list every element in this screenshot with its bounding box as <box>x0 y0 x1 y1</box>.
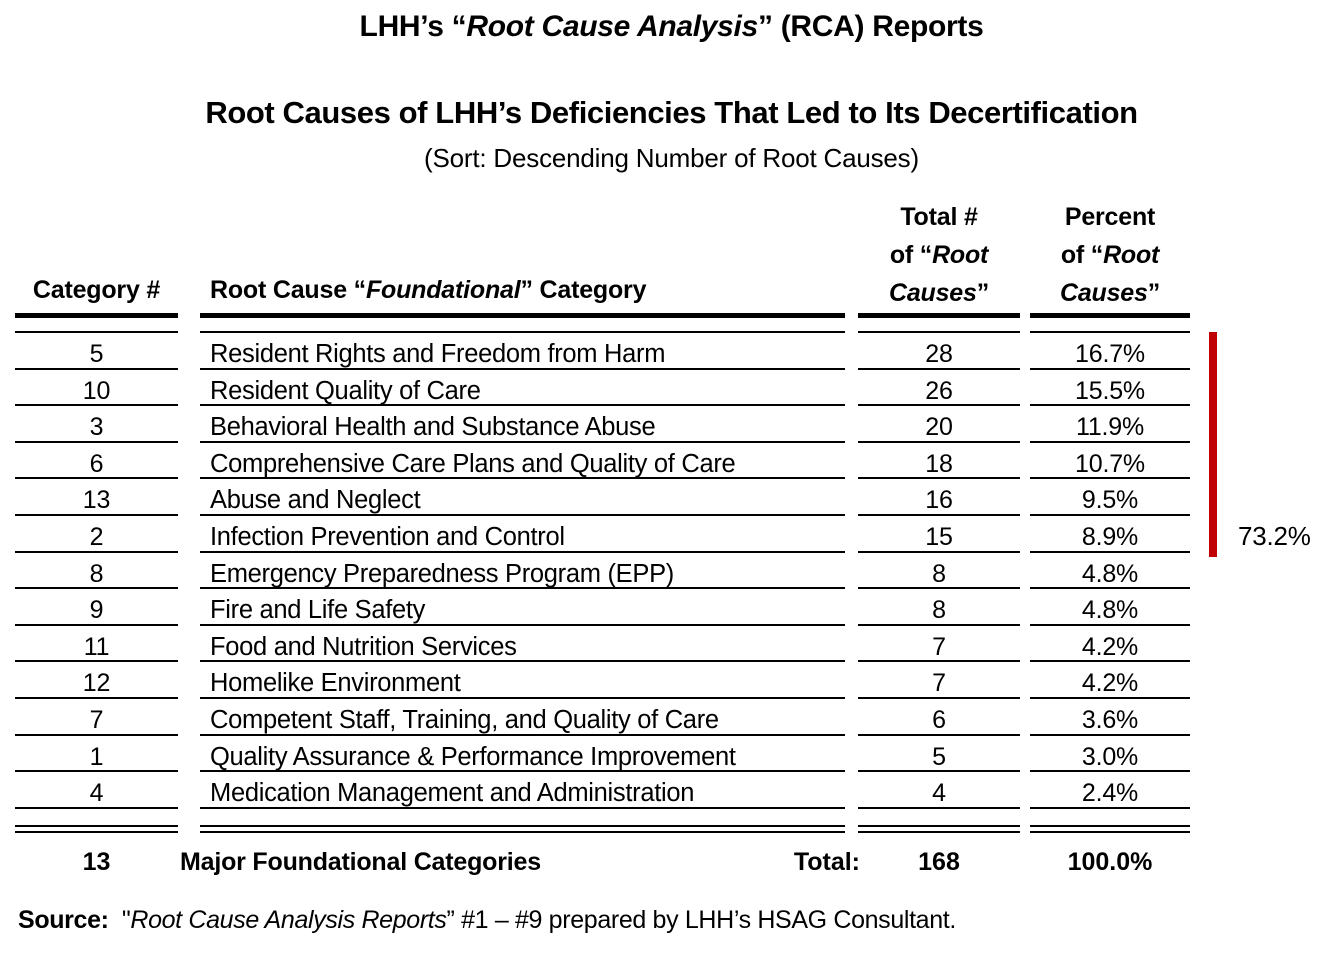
table-sort-note: (Sort: Descending Number of Root Causes) <box>424 143 919 173</box>
row-category-label: Fire and Life Safety <box>210 596 426 625</box>
row-percent-causes: 4.8% <box>1081 559 1139 588</box>
row-category-num: 9 <box>89 596 104 625</box>
row-percent-causes: 4.2% <box>1081 669 1139 698</box>
column-header-root-cause-category <box>210 276 855 305</box>
footer-category-count: 13 <box>82 848 111 876</box>
row-category-label: Behavioral Health and Substance Abuse <box>210 413 656 442</box>
row-total-causes: 18 <box>925 449 953 478</box>
footer-total-label: Total: <box>793 848 860 876</box>
row-category-num: 3 <box>89 413 104 442</box>
row-total-causes: 7 <box>932 632 946 661</box>
footer-double-rule-b-col-4 <box>1030 831 1190 833</box>
page-title-pre: LHH’s “ <box>359 10 467 43</box>
column-header-rc-italic: Foundational <box>365 276 521 304</box>
column-header-total-causes <box>858 198 1020 312</box>
header-rule-col-1 <box>15 313 178 318</box>
row-total-causes: 8 <box>932 596 946 625</box>
footer-double-rule-b-col-1 <box>15 831 178 833</box>
percent-line2-italic: Root <box>1103 241 1160 269</box>
highlight-cumulative-percent: 73.2% <box>1238 521 1311 551</box>
row-category-num: 8 <box>89 559 104 588</box>
page-title-italic: Root Cause Analysis <box>466 10 758 43</box>
column-header-total-line1: Total # <box>900 203 978 231</box>
row-category-num: 6 <box>89 449 104 478</box>
row-percent-causes: 16.7% <box>1075 340 1145 368</box>
row-percent-causes: 4.8% <box>1081 596 1139 625</box>
source-quote-close: ” <box>446 906 455 934</box>
highlight-bracket-bar <box>1209 332 1217 557</box>
row-category-num: 12 <box>82 669 111 698</box>
row-percent-causes: 2.4% <box>1081 779 1139 808</box>
column-header-total-line3 <box>858 274 1020 312</box>
source-suffix: #1 – #9 prepared by LHH’s HSAG Consultant. <box>454 906 956 934</box>
header-rule-col-2 <box>200 313 845 318</box>
footer-double-rule-b-col-2 <box>200 831 845 833</box>
source-space <box>109 906 122 934</box>
percent-line3-post: ” <box>1147 279 1161 307</box>
column-header-rc-post: ” Category <box>520 276 647 304</box>
footer-total-value: 168 <box>918 848 960 876</box>
source-italic-title: Root Cause Analysis Reports <box>130 906 447 934</box>
column-header-percent-line3 <box>1030 274 1190 312</box>
column-header-category-num: Category # <box>32 276 161 304</box>
top-rule-col-3 <box>858 331 1020 333</box>
row-category-label: Comprehensive Care Plans and Quality of Care <box>210 449 736 478</box>
row-category-label: Homelike Environment <box>210 669 461 698</box>
source-quote-open: " <box>121 906 131 934</box>
percent-line2-pre: of “ <box>1060 241 1104 269</box>
total-line2-italic: Root <box>932 241 989 269</box>
row-percent-causes: 3.6% <box>1081 706 1139 734</box>
row-category-num: 2 <box>89 523 104 551</box>
header-rule-col-3 <box>858 313 1020 318</box>
row-total-causes: 7 <box>932 669 946 698</box>
row-category-label: Food and Nutrition Services <box>210 632 517 661</box>
footer-percent-value: 100.0% <box>1067 848 1153 876</box>
row-percent-causes: 4.2% <box>1081 632 1139 661</box>
row-category-label: Emergency Preparedness Program (EPP) <box>210 559 674 588</box>
footer-double-rule-a-col-2 <box>200 825 845 827</box>
column-header-percent-line2 <box>1030 236 1190 274</box>
row-percent-causes: 8.9% <box>1081 523 1139 551</box>
total-line3-italic: Causes <box>888 279 977 307</box>
row-total-causes: 8 <box>932 559 946 588</box>
row-category-label: Abuse and Neglect <box>210 486 421 515</box>
header-rule-col-4 <box>1030 313 1190 318</box>
row-percent-causes: 3.0% <box>1081 742 1139 771</box>
table-title: Root Causes of LHH’s Deficiencies That Led to Its Decertification <box>205 95 1138 130</box>
row-category-label: Resident Rights and Freedom from Harm <box>210 340 666 368</box>
footer-double-rule-a-col-1 <box>15 825 178 827</box>
row-category-label: Competent Staff, Training, and Quality of Care <box>210 706 719 734</box>
footer-double-rule-a-col-4 <box>1030 825 1190 827</box>
row-category-label: Infection Prevention and Control <box>210 523 565 551</box>
row-total-causes: 26 <box>925 376 953 405</box>
row-category-label: Medication Management and Administration <box>210 779 695 808</box>
row-category-num: 10 <box>82 376 111 405</box>
row-total-causes: 4 <box>932 779 946 808</box>
row-percent-causes: 11.9% <box>1075 413 1145 442</box>
footer-double-rule-a-col-3 <box>858 825 1020 827</box>
row-category-num: 4 <box>89 779 104 808</box>
row-category-num: 11 <box>83 632 110 661</box>
row-total-causes: 5 <box>932 742 946 771</box>
footer-double-rule-b-col-3 <box>858 831 1020 833</box>
row-total-causes: 20 <box>925 413 953 442</box>
row-total-causes: 15 <box>925 523 953 551</box>
total-line2-pre: of “ <box>889 241 933 269</box>
row-total-causes: 28 <box>925 340 953 368</box>
footer-label: Major Foundational Categories <box>180 848 541 876</box>
row-total-causes: 16 <box>925 486 953 515</box>
total-line3-post: ” <box>976 279 990 307</box>
top-rule-col-1 <box>15 331 178 333</box>
row-category-num: 7 <box>89 706 104 734</box>
row-category-num: 13 <box>82 486 111 515</box>
column-header-total-line2 <box>858 236 1020 274</box>
row-category-num: 5 <box>89 340 104 368</box>
row-percent-causes: 9.5% <box>1081 486 1139 515</box>
row-category-label: Resident Quality of Care <box>210 376 481 405</box>
row-category-label: Quality Assurance & Performance Improvement <box>210 742 736 771</box>
column-header-percent-line1: Percent <box>1064 203 1156 231</box>
top-rule-col-4 <box>1030 331 1190 333</box>
top-rule-col-2 <box>200 331 845 333</box>
column-header-rc-pre: Root Cause “ <box>210 276 366 304</box>
source-note <box>18 906 956 935</box>
source-prefix: Source: <box>18 906 109 934</box>
row-percent-causes: 10.7% <box>1075 449 1145 478</box>
page-title-post: ” (RCA) Reports <box>757 10 984 43</box>
row-percent-causes: 15.5% <box>1075 376 1145 405</box>
percent-line3-italic: Causes <box>1059 279 1148 307</box>
column-header-percent-causes <box>1030 198 1190 312</box>
row-total-causes: 6 <box>932 706 946 734</box>
row-category-num: 1 <box>89 742 104 771</box>
